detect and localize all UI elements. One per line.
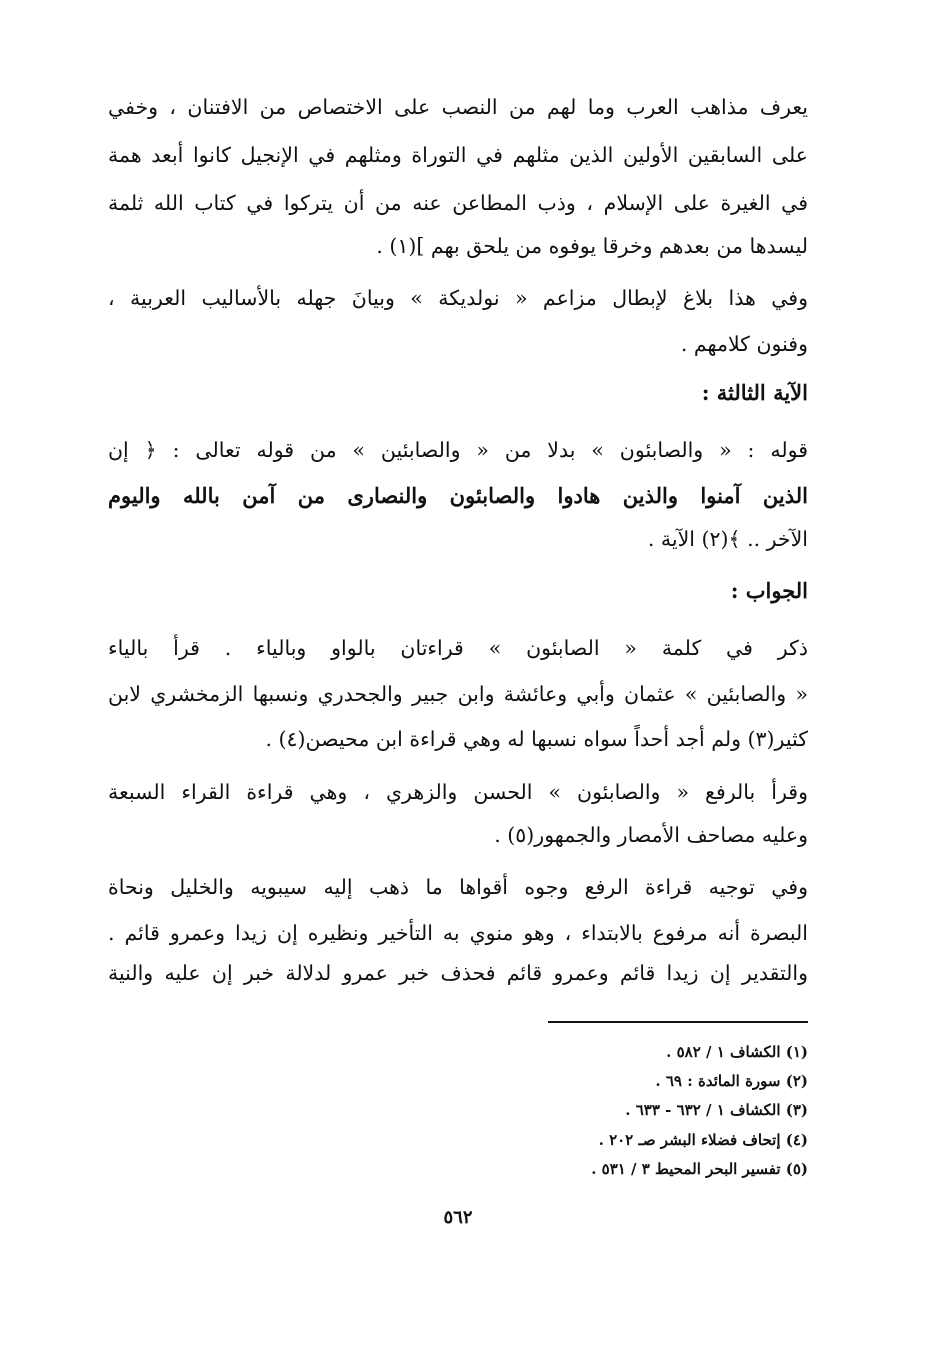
body-line-19: والتقدير إن زيدا قائم وعمرو قائم فحذف خبر عمرو لدلالة خبر إن عليه والنية xyxy=(108,961,808,985)
body-line-14: كثير(٣) ولم أجد أحداً سواه نسبها له وهي قراءة ابن محيصن(٤) . xyxy=(265,727,808,751)
body-line-1: يعرف مذاهب العرب وما لهم من النصب على الاختصاص من الافتنان ، وخفي xyxy=(108,95,808,119)
footnote-2: (٢) سورة المائدة : ٦٩ . xyxy=(655,1072,808,1090)
section-heading-third-verse: الآية الثالثة : xyxy=(701,380,808,405)
body-line-13: « والصابئين » عثمان وأبي وعائشة وابن جبير والجحدري ونسبها الزمخشري لابن xyxy=(108,682,808,706)
page-number: ٥٦٢ xyxy=(443,1207,473,1228)
footnote-separator xyxy=(548,1021,808,1023)
body-line-15: وقرأ بالرفع « والصابئون » الحسن والزهري ، وهي قراءة القراء السبعة xyxy=(108,780,808,804)
document-page xyxy=(108,92,808,1332)
footnote-5: (٥) تفسير البحر المحيط ٣ / ٥٣١ . xyxy=(591,1160,808,1178)
body-line-18: البصرة أنه مرفوع بالابتداء ، وهو منوي به التأخير ونظيره إن زيدا وعمرو قائم . xyxy=(108,921,808,945)
body-line-3: في الغيرة على الإسلام ، وذب المطاعن عنه من أن يتركوا في كتاب الله ثلمة xyxy=(108,191,808,215)
body-line-2: على السابقين الأولين الذين مثلهم في التوراة ومثلهم في الإنجيل كانوا أبعد همة xyxy=(108,143,808,167)
body-line-4: ليسدها من بعدهم وخرقا يوفوه من يلحق بهم ](١) . xyxy=(376,234,808,258)
footnote-1: (١) الكشاف ١ / ٥٨٢ . xyxy=(666,1043,808,1061)
body-line-5: وفي هذا بلاغ لإبطال مزاعم « نولديكة » وبيانَ جهله بالأساليب العربية ، xyxy=(108,286,808,310)
body-line-17: وفي توجيه قراءة الرفع وجوه أقواها ما ذهب إليه سيبويه والخليل ونحاة xyxy=(108,875,808,899)
body-line-10: الآخر .. ﴾(٢) الآية . xyxy=(647,527,808,551)
footnote-3: (٣) الكشاف ١ / ٦٣٢ - ٦٣٣ . xyxy=(625,1101,808,1119)
body-line-16: وعليه مصاحف الأمصار والجمهور(٥) . xyxy=(494,823,808,847)
section-heading-answer: الجواب : xyxy=(730,578,808,603)
body-line-6: وفنون كلامهم . xyxy=(680,332,808,356)
footnote-4: (٤) إتحاف فضلاء البشر صـ ٢٠٢ . xyxy=(598,1131,808,1149)
body-line-12: ذكر في كلمة « الصابئون » قراءتان بالواو وبالياء . قرأ بالياء xyxy=(108,636,808,660)
body-line-8: قوله : « والصابئون » بدلا من « والصابئين » من قوله تعالى : ﴿ إن xyxy=(108,438,808,462)
quran-verse-line: الذين آمنوا والذين هادوا والصابئون والنصارى من آمن بالله واليوم xyxy=(108,483,808,508)
